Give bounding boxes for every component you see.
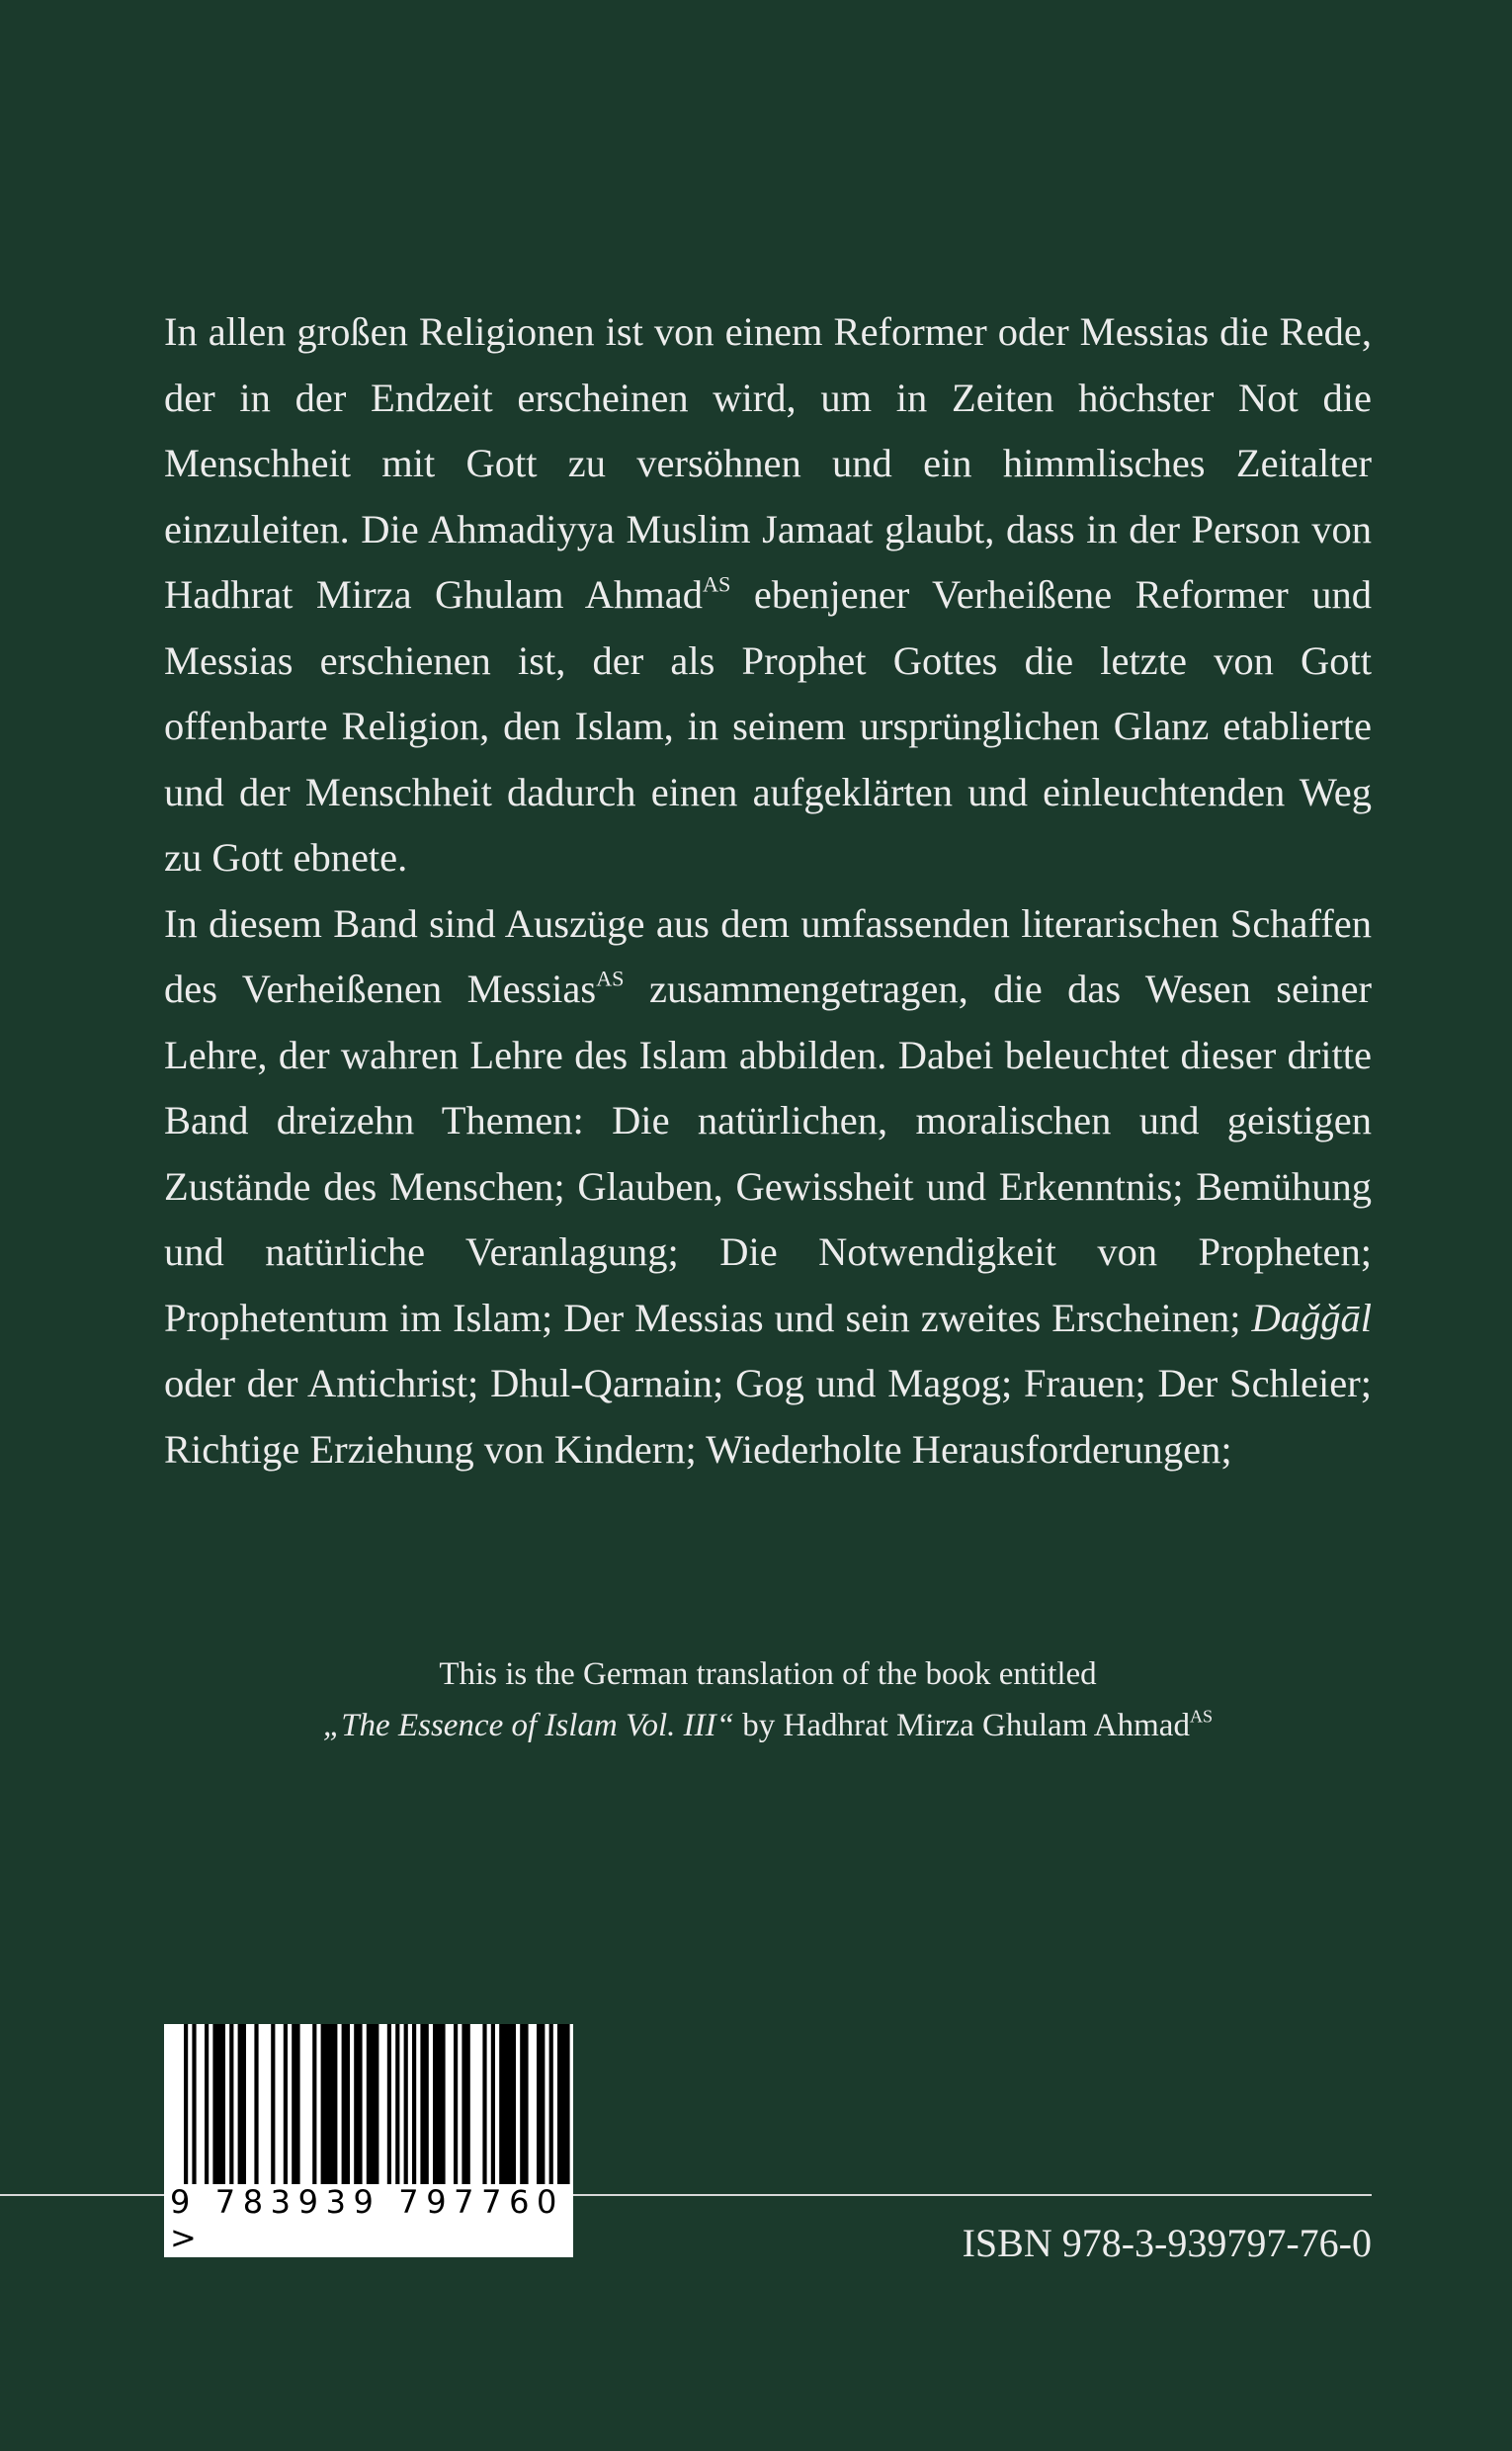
- translation-note-line: [164, 1700, 1372, 1751]
- blurb-text: zusammengetragen, die das Wesen seiner Lehre, der wahren Lehre des Islam abbilden. Dabei beleuchtet dieser dritte Band dreizehn Themen: Die natürlichen, moralischen und geistigen Zustände des Menschen; Glauben, Gewissheit und Erkenntnis; Bemühung und natürliche Veranlagung; Die Notwendigkeit von Propheten; Prophetentum im Islam; Der Messias und sein zweites Erscheinen;: [164, 967, 1372, 1340]
- honorific-superscript: AS: [702, 571, 731, 597]
- book-title: „The Essence of Islam Vol. III“: [322, 1708, 734, 1743]
- italic-term: Daǧǧāl: [1251, 1295, 1372, 1340]
- barcode: [164, 2024, 573, 2257]
- back-cover-blurb: [164, 299, 1372, 1482]
- translation-note-line: This is the German translation of the book entitled: [439, 1656, 1097, 1692]
- isbn-number: ISBN 978-3-939797-76-0: [962, 2221, 1372, 2265]
- blurb-paragraph-2: [164, 891, 1372, 1483]
- blurb-text: In diesem Band sind Auszüge aus dem umfassenden literarischen Schaffen des Verheißenen Messias: [164, 900, 1372, 1011]
- honorific-superscript: AS: [1189, 1706, 1214, 1727]
- blurb-text: oder der Antichrist; Dhul-Qarnain; Gog und Magog; Frauen; Der Schleier; Richtige Erziehung von Kindern; Wiederholte Herausforderungen;: [164, 1361, 1372, 1472]
- author-byline: by Hadhrat Mirza Ghulam Ahmad: [733, 1708, 1190, 1743]
- barcode-digits: 9 783939 797760 >: [170, 2184, 573, 2255]
- translation-note: [164, 1648, 1372, 1751]
- blurb-text: In allen großen Religionen ist von einem Reformer oder Messias die Rede, der in der Endzeit erscheinen wird, um in Zeiten höchster Not die Menschheit mit Gott zu versöhnen und ein himmlisches Zeitalter einzuleiten. Die Ahmadiyya Muslim Jamaat glaubt, dass in der Person von Hadhrat Mirza Ghulam Ahmad: [164, 309, 1372, 617]
- blurb-text: ebenjener Verheißene Reformer und Messias erschienen ist, der als Prophet Gottes die letzte von Gott offenbarte Religion, den Islam, in seinem ursprünglichen Glanz etablierte und der Menschheit dadurch einen aufgeklärten und einleuchtenden Weg zu Gott ebnete.: [164, 572, 1372, 880]
- honorific-superscript: AS: [596, 966, 625, 991]
- blurb-paragraph-1: [164, 299, 1372, 891]
